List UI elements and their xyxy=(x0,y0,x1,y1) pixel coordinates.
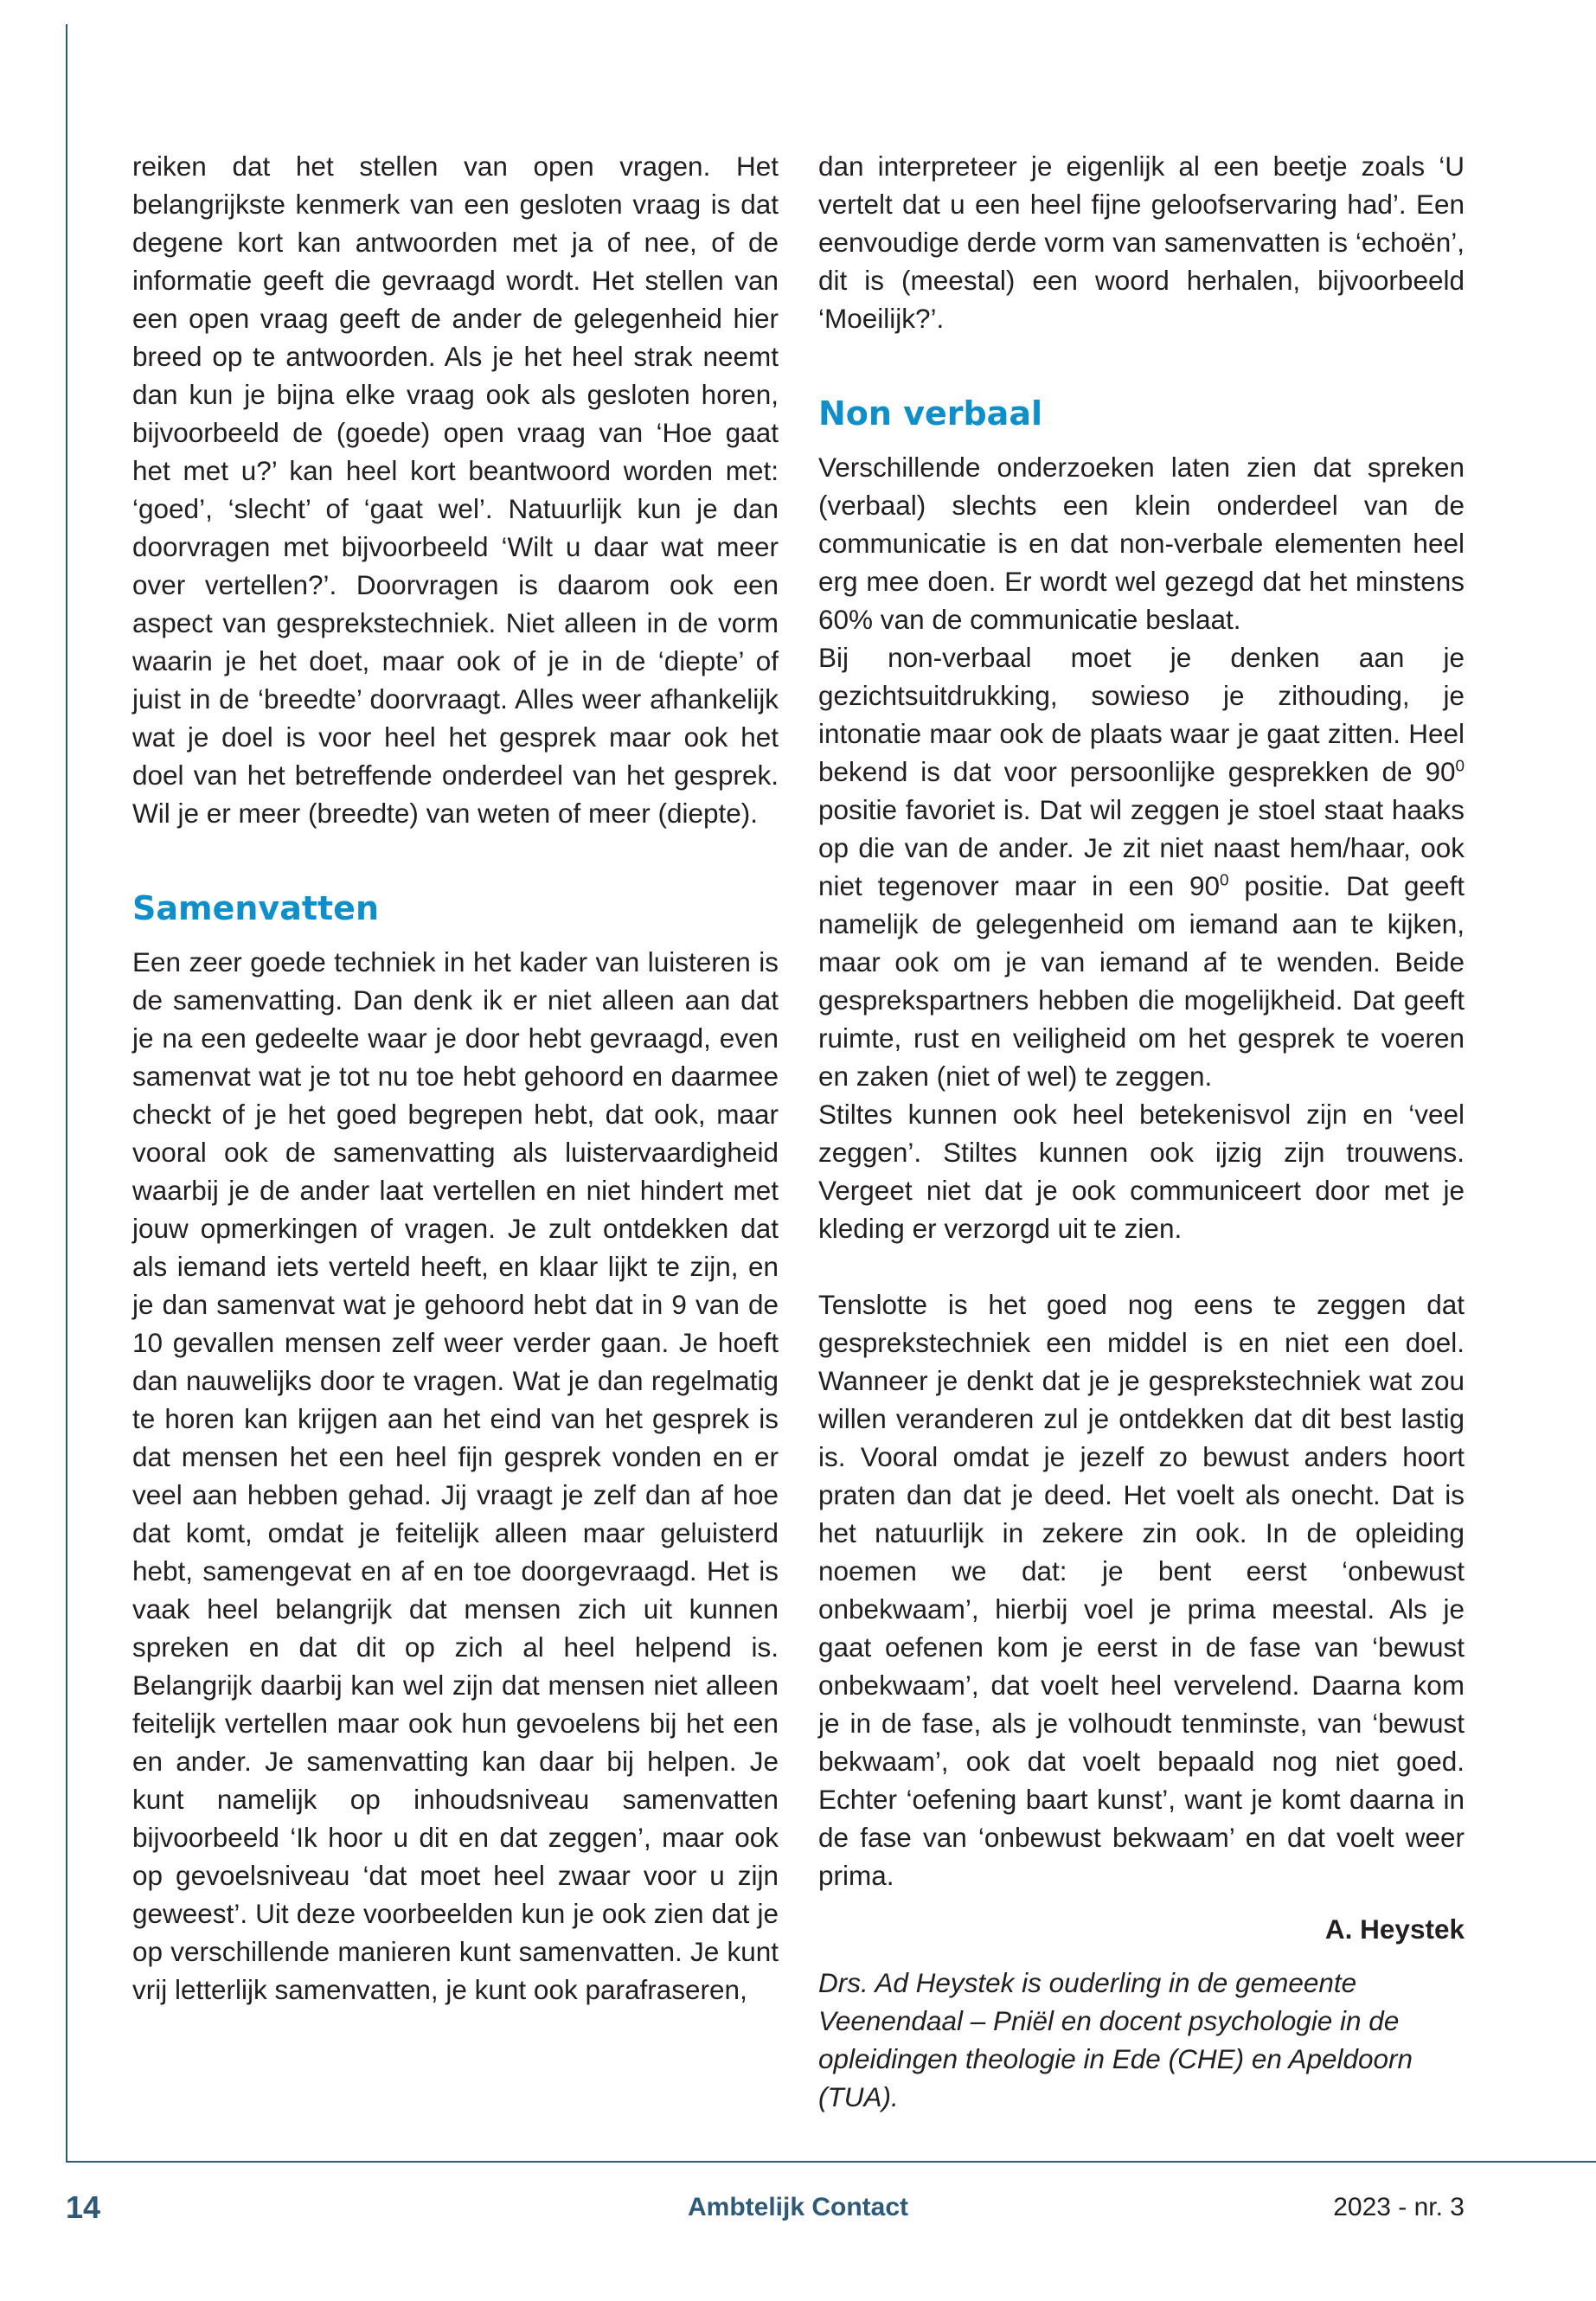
author-signature: A. Heystek xyxy=(1324,1913,1465,1945)
paragraph: Tenslotte is het goed nog eens te zeggen dat gesprekstechniek een middel is en niet een doel. Wanneer je denkt dat je je gesprekstechniek wat zou willen veranderen zul je ontdekken dat dit best lastig is. Vooral omdat je jezelf zo bewust anders hoort praten dan dat je deed. Het voelt als onecht. Dat is het natuurlijk in zekere zin ook. In de opleiding noemen we dat: je bent eerst ‘onbewust onbekwaam’, hierbij voel je prima meestal. Als je gaat oefenen kom je eerst in de fase van ‘bewust onbekwaam’, dat voelt heel vervelend. Daarna kom je in de fase, als je volhoudt tenminste, van ‘bewust bekwaam’, ook dat voelt bepaald nog niet goed. Echter ‘oefening baart kunst’, want je komt daarna in de fase van ‘onbewust bekwaam’ en dat voelt weer prima. xyxy=(818,1289,1465,1891)
issue-number: 2023 - nr. 3 xyxy=(1333,2193,1465,2221)
left-column xyxy=(132,147,779,2009)
text-run: positie. Dat geeft namelijk de gelegenheid om iemand aan te kijken, maar ook om je van iemand af te wenden. Beide gesprekspartners hebben die mogelijkheid. Dat geeft ruimte, rust en veiligheid om het gesprek te voeren en zaken (niet of wel) te zeggen. xyxy=(818,870,1465,1092)
paragraph xyxy=(818,638,1465,1095)
paragraph: Stiltes kunnen ook heel betekenisvol zijn en ‘veel zeggen’. Stiltes kunnen ook ijzig zijn trouwens. Vergeet niet dat je ook communiceert door met je kleding er verzorgd uit te zien. xyxy=(818,1099,1465,1244)
paragraph: Een zeer goede techniek in het kader van luisteren is de samenvatting. Dan denk ik er niet alleen aan dat je na een gedeelte waar je door hebt gevraagd, even samenvat wat je tot nu toe hebt gehoord en daarmee checkt of je het goed begrepen hebt, dat ook, maar vooral ook de samenvatting als luistervaardigheid waarbij je de ander laat vertellen en niet hindert met jouw opmerkingen of vragen. Je zult ontdekken dat als iemand iets verteld heeft, en klaar lijkt te zijn, en je dan samenvat wat je gehoord hebt dat in 9 van de 10 gevallen mensen zelf weer verder gaan. Je hoeft dan nauwelijks door te vragen. Wat je dan regelmatig te horen kan krijgen aan het eind van het gesprek is dat mensen het een heel fijn gesprek vonden en er veel aan hebben gehad. Jij vraagt je zelf dan af hoe dat komt, omdat je feitelijk alleen maar geluisterd hebt, samengevat en af en toe doorgevraagd. Het is vaak heel belangrijk dat mensen zich uit kunnen spreken en dat dit op zich al heel helpend is. Belangrijk daarbij kan wel zijn dat mensen niet alleen feitelijk vertellen maar ook hun gevoelens bij het een en ander. Je samenvatting kan daar bij helpen. Je kunt namelijk op inhoudsniveau samenvatten bijvoorbeeld ‘Ik hoor u dit en dat zeggen’, maar ook op gevoelsniveau ‘dat moet heel zwaar voor u zijn geweest’. Uit deze voorbeelden kun je ook zien dat je op verschillende manieren kunt samenvatten. Je kunt vrij letterlijk samenvatten, je kunt ook parafraseren, xyxy=(132,946,779,2005)
author-bio: Drs. Ad Heystek is ouderling in de gemeente Veenendaal – Pniël en docent psychologie in de opleidingen theologie in Ede (CHE) en Apeldoorn (TUA). xyxy=(818,1967,1413,2112)
vertical-rule xyxy=(66,24,67,2163)
section-heading-samenvatten: Samenvatten xyxy=(132,889,379,927)
paragraph: reiken dat het stellen van open vragen. Het belangrijkste kenmerk van een gesloten vraag is dat degene kort kan antwoorden met ja of nee, of de informatie geeft die gevraagd wordt. Het stellen van een open vraag geeft de ander de gelegenheid hier breed op te antwoorden. Als je het heel strak neemt dan kun je bijna elke vraag ook als gesloten horen, bijvoorbeeld de (goede) open vraag van ‘Hoe gaat het met u?’ kan heel kort beantwoord worden met: ‘goed’, ‘slecht’ of ‘gaat wel’. Natuurlijk kun je dan doorvragen met bijvoorbeeld ‘Wilt u daar wat meer over vertellen?’. Doorvragen is daarom ook een aspect van gesprekstechniek. Niet alleen in de vorm waarin je het doet, maar ook of je in de ‘diepte’ of juist in de ‘breedte’ doorvraagt. Alles weer afhankelijk wat je doel is voor heel het gesprek maar ook het doel van het betreffende onderdeel van het gesprek. Wil je er meer (breedte) van weten of meer (diepte). xyxy=(132,151,779,829)
footer-rule xyxy=(66,2161,1596,2163)
section-heading-non-verbaal: Non verbaal xyxy=(818,394,1042,433)
text-run: positie favoriet is. Dat wil zeggen je stoel staat haaks op die van de ander. Je zit niet naast hem/haar, ook niet tegenover maar in een 90 xyxy=(818,794,1465,901)
magazine-title: Ambtelijk Contact xyxy=(687,2193,909,2221)
right-column xyxy=(818,147,1465,2116)
degree-superscript: 0 xyxy=(1220,871,1229,890)
degree-superscript: 0 xyxy=(1455,757,1465,776)
text-run: Bij non-verbaal moet je denken aan je gezichtsuitdrukking, sowieso je zithouding, je intonatie maar ook de plaats waar je gaat zitten. Heel bekend is dat voor persoonlijke gesprekken de 90 xyxy=(818,642,1465,787)
paragraph: Verschillende onderzoeken laten zien dat spreken (verbaal) slechts een klein onderdeel van de communicatie is en dat non-verbale elementen heel erg mee doen. Er wordt wel gezegd dat het minstens 60% van de communicatie beslaat. xyxy=(818,452,1465,635)
paragraph: dan interpreteer je eigenlijk al een beetje zoals ‘U vertelt dat u een heel fijne geloofservaring had’. Een eenvoudige derde vorm van samenvatten is ‘echoën’, dit is (meestal) een woord herhalen, bijvoorbeeld ‘Moeilijk?’. xyxy=(818,151,1465,334)
page-number: 14 xyxy=(66,2189,101,2225)
